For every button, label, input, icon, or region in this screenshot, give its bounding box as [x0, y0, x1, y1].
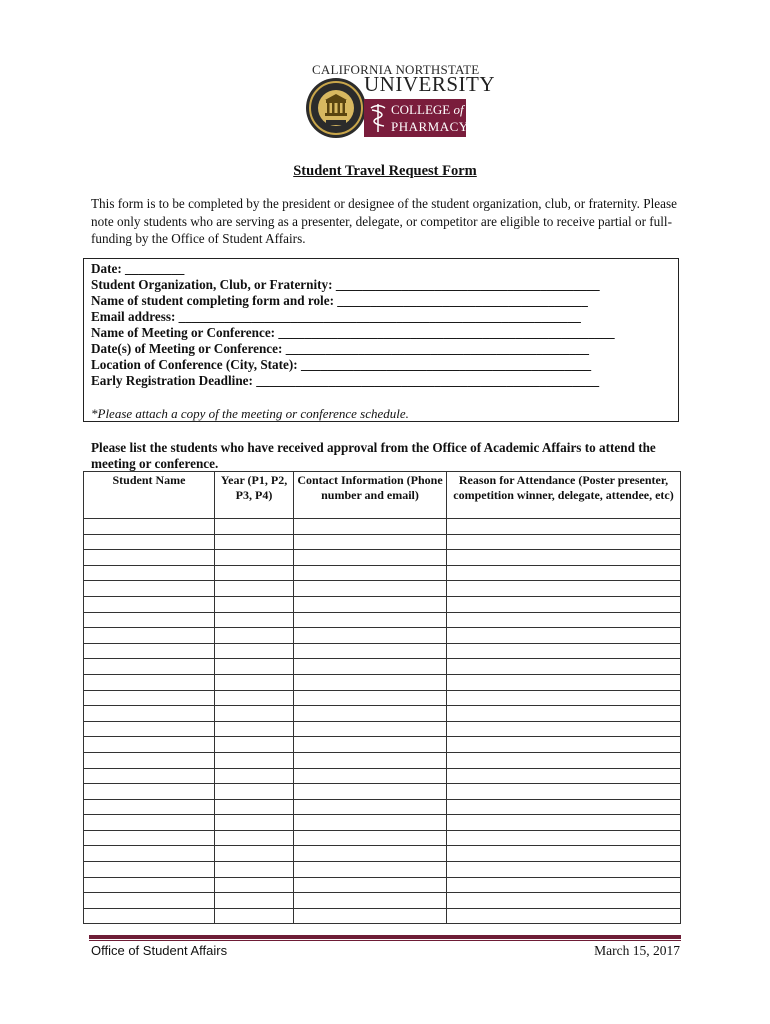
table-cell[interactable]: [84, 534, 215, 550]
table-cell[interactable]: [215, 643, 294, 659]
table-cell[interactable]: [294, 706, 447, 722]
table-cell[interactable]: [84, 612, 215, 628]
table-row: [84, 846, 681, 862]
table-cell[interactable]: [294, 612, 447, 628]
pharmacy-label: PHARMACY: [391, 119, 469, 134]
table-cell[interactable]: [447, 737, 681, 753]
table-cell[interactable]: [447, 846, 681, 862]
table-cell[interactable]: [447, 768, 681, 784]
table-cell[interactable]: [294, 659, 447, 675]
table-cell[interactable]: [447, 721, 681, 737]
table-cell[interactable]: [215, 721, 294, 737]
table-row: [84, 690, 681, 706]
table-cell[interactable]: [84, 690, 215, 706]
table-cell[interactable]: [215, 706, 294, 722]
date-field[interactable]: Date: _________: [91, 261, 185, 276]
table-cell[interactable]: [84, 674, 215, 690]
table-cell[interactable]: [215, 737, 294, 753]
table-cell[interactable]: [294, 596, 447, 612]
table-row: [84, 706, 681, 722]
table-cell[interactable]: [84, 877, 215, 893]
table-cell[interactable]: [215, 519, 294, 535]
table-cell[interactable]: [215, 893, 294, 909]
table-cell[interactable]: [294, 737, 447, 753]
table-cell[interactable]: [215, 815, 294, 831]
table-row: [84, 908, 681, 924]
table-cell[interactable]: [294, 830, 447, 846]
table-cell[interactable]: [84, 893, 215, 909]
table-cell[interactable]: [84, 908, 215, 924]
table-row: [84, 612, 681, 628]
table-row: [84, 519, 681, 535]
table-cell[interactable]: [84, 643, 215, 659]
table-cell[interactable]: [447, 908, 681, 924]
table-cell[interactable]: [294, 534, 447, 550]
request-info-box: [83, 258, 679, 422]
table-cell[interactable]: [447, 550, 681, 566]
college-of-pharmacy-banner: [364, 99, 469, 137]
table-cell[interactable]: [215, 565, 294, 581]
table-cell[interactable]: [294, 519, 447, 535]
logo-top-text: CALIFORNIA NORTHSTATE: [312, 62, 480, 77]
footer-divider-thin: [89, 940, 681, 941]
table-cell[interactable]: [215, 690, 294, 706]
table-row: [84, 674, 681, 690]
table-cell[interactable]: [84, 721, 215, 737]
table-cell[interactable]: [215, 830, 294, 846]
table-cell[interactable]: [84, 706, 215, 722]
table-cell[interactable]: [447, 659, 681, 675]
table-row: [84, 565, 681, 581]
table-row: [84, 862, 681, 878]
table-cell[interactable]: [215, 784, 294, 800]
table-cell[interactable]: [215, 534, 294, 550]
university-seal-icon: [304, 76, 368, 140]
table-cell[interactable]: [294, 690, 447, 706]
college-label: COLLEGE of: [391, 102, 464, 117]
table-cell[interactable]: [294, 581, 447, 597]
table-cell[interactable]: [294, 752, 447, 768]
table-cell[interactable]: [84, 830, 215, 846]
student-list-heading: Please list the students who have received approval from the Office of Academic Affairs to attend the meeting or conference.: [91, 440, 656, 471]
table-cell[interactable]: [447, 799, 681, 815]
table-row: [84, 737, 681, 753]
table-cell[interactable]: [84, 768, 215, 784]
table-row: [84, 659, 681, 675]
table-cell[interactable]: [84, 737, 215, 753]
table-cell[interactable]: [84, 659, 215, 675]
table-cell[interactable]: [215, 862, 294, 878]
table-cell[interactable]: [294, 721, 447, 737]
form-intro-paragraph: This form is to be completed by the president or designee of the student organization, club, or fraternity. Please note only students who are serving as a presenter, delegate, or competitor are eligible to receive partial or full-funding by the Office of Student Affairs.: [91, 196, 677, 246]
table-cell[interactable]: [84, 550, 215, 566]
student-roster-table: [83, 471, 681, 924]
table-row: [84, 628, 681, 644]
table-cell[interactable]: [294, 893, 447, 909]
header-contact-info: Contact Information (Phone number and email): [294, 472, 447, 519]
table-cell[interactable]: [447, 519, 681, 535]
table-cell[interactable]: [447, 752, 681, 768]
table-cell[interactable]: [447, 534, 681, 550]
table-cell[interactable]: [215, 612, 294, 628]
table-cell[interactable]: [215, 581, 294, 597]
form-title: Student Travel Request Form: [293, 163, 477, 179]
table-cell[interactable]: [84, 846, 215, 862]
table-cell[interactable]: [84, 815, 215, 831]
table-cell[interactable]: [84, 565, 215, 581]
table-cell[interactable]: [447, 877, 681, 893]
header-reason: Reason for Attendance (Poster presenter, competition winner, delegate, attendee, etc): [447, 472, 681, 519]
table-cell[interactable]: [447, 628, 681, 644]
table-cell[interactable]: [447, 674, 681, 690]
table-cell[interactable]: [215, 877, 294, 893]
header-student-name: Student Name: [84, 472, 215, 519]
footer-office: Office of Student Affairs: [91, 943, 228, 958]
table-cell[interactable]: [84, 581, 215, 597]
table-cell[interactable]: [294, 628, 447, 644]
table-cell[interactable]: [215, 846, 294, 862]
university-logo: [304, 62, 495, 138]
footer-divider: [89, 935, 681, 939]
table-cell[interactable]: [294, 908, 447, 924]
table-cell[interactable]: [447, 643, 681, 659]
table-row: [84, 596, 681, 612]
table-row: [84, 815, 681, 831]
table-cell[interactable]: [84, 752, 215, 768]
table-cell[interactable]: [447, 862, 681, 878]
table-cell[interactable]: [84, 596, 215, 612]
table-cell[interactable]: [447, 784, 681, 800]
table-cell[interactable]: [447, 581, 681, 597]
table-cell[interactable]: [84, 519, 215, 535]
table-cell[interactable]: [215, 628, 294, 644]
table-cell[interactable]: [294, 799, 447, 815]
table-cell[interactable]: [215, 674, 294, 690]
table-cell[interactable]: [294, 674, 447, 690]
table-row: [84, 550, 681, 566]
table-cell[interactable]: [215, 752, 294, 768]
organization-field[interactable]: Student Organization, Club, or Fraternity: ________________________________________: [91, 277, 600, 292]
table-cell[interactable]: [84, 799, 215, 815]
table-cell[interactable]: [215, 768, 294, 784]
table-row: [84, 799, 681, 815]
table-cell[interactable]: [215, 908, 294, 924]
table-cell[interactable]: [447, 893, 681, 909]
table-cell[interactable]: [447, 612, 681, 628]
table-cell[interactable]: [84, 628, 215, 644]
table-cell[interactable]: [294, 846, 447, 862]
meeting-name-field[interactable]: Name of Meeting or Conference: ___________________________________________________: [91, 325, 615, 340]
table-row: [84, 784, 681, 800]
table-cell[interactable]: [294, 815, 447, 831]
table-cell[interactable]: [447, 596, 681, 612]
location-field[interactable]: Location of Conference (City, State): ____________________________________________: [91, 357, 592, 372]
logo-university-text: UNIVERSITY: [364, 72, 495, 96]
table-cell[interactable]: [215, 799, 294, 815]
table-cell[interactable]: [294, 768, 447, 784]
table-row: [84, 877, 681, 893]
early-registration-field[interactable]: Early Registration Deadline: ____________________________________________________: [91, 373, 600, 388]
table-row: [84, 534, 681, 550]
table-row: [84, 830, 681, 846]
table-cell[interactable]: [447, 815, 681, 831]
table-cell[interactable]: [294, 877, 447, 893]
table-cell[interactable]: [215, 659, 294, 675]
table-cell[interactable]: [215, 550, 294, 566]
table-cell[interactable]: [294, 550, 447, 566]
table-cell[interactable]: [294, 784, 447, 800]
table-cell[interactable]: [294, 862, 447, 878]
schedule-note: *Please attach a copy of the meeting or conference schedule.: [91, 406, 409, 421]
table-cell[interactable]: [215, 596, 294, 612]
table-row: [84, 768, 681, 784]
table-cell[interactable]: [84, 784, 215, 800]
caduceus-icon: [368, 102, 388, 134]
table-cell[interactable]: [447, 830, 681, 846]
table-row: [84, 893, 681, 909]
footer-date: March 15, 2017: [594, 943, 680, 958]
table-header-row: [84, 472, 681, 519]
table-cell[interactable]: [447, 706, 681, 722]
header-year: Year (P1, P2, P3, P4): [215, 472, 294, 519]
table-cell[interactable]: [447, 565, 681, 581]
table-cell[interactable]: [447, 690, 681, 706]
table-row: [84, 581, 681, 597]
name-role-field[interactable]: Name of student completing form and role: ______________________________________: [91, 293, 588, 308]
table-cell[interactable]: [294, 565, 447, 581]
table-row: [84, 643, 681, 659]
table-cell[interactable]: [294, 643, 447, 659]
table-row: [84, 721, 681, 737]
email-field[interactable]: Email address: _____________________________________________________________: [91, 309, 581, 324]
table-cell[interactable]: [84, 862, 215, 878]
meeting-dates-field[interactable]: Date(s) of Meeting or Conference: ______________________________________________: [91, 341, 590, 356]
table-row: [84, 752, 681, 768]
